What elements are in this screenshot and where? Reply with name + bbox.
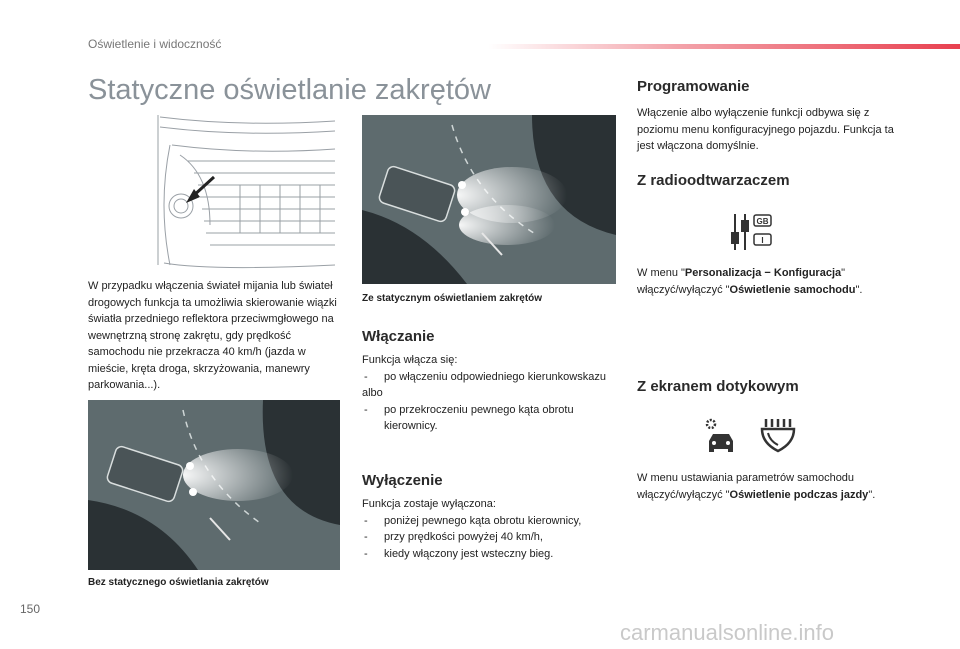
disable-lead: Funkcja zostaje wyłączona: [362, 498, 496, 510]
running-header: Oświetlenie i widoczność [88, 37, 222, 51]
caption-without-cornering: Bez statycznego oświetlania zakrętów [88, 577, 269, 588]
programming-heading: Programowanie [637, 78, 750, 95]
programming-section [637, 78, 897, 155]
disable-item: - przy prędkości powyżej 40 km/h, [362, 529, 622, 546]
disable-item: - poniżej pewnego kąta obrotu kierownicy, [362, 513, 622, 530]
enable-section [362, 328, 622, 435]
watermark: carmanualsonline.info [620, 620, 835, 645]
radio-heading: Z radioodtwarzaczem [637, 172, 790, 189]
gb-icon-label: GB [756, 217, 769, 226]
fog-lamp-illustration [150, 115, 340, 273]
radio-settings-icon [729, 212, 775, 252]
cornering-light-on-image [362, 115, 616, 284]
radio-instructions: W menu "Personalizacja − Konfiguracja" włączyć/wyłączyć "Oświetlenie samochodu". [637, 267, 863, 296]
disable-heading: Wyłączenie [362, 472, 443, 489]
page-title: Statyczne oświetlanie zakrętów [88, 74, 491, 106]
touchscreen-heading: Z ekranem dotykowym [637, 378, 799, 395]
disable-section [362, 472, 622, 562]
lighting-icon [758, 417, 798, 453]
caption-with-cornering: Ze statycznym oświetlaniem zakrętów [362, 293, 543, 304]
enable-or: albo [362, 387, 383, 399]
header-accent-bar [488, 44, 960, 49]
enable-lead: Funkcja włącza się: [362, 354, 458, 366]
cornering-light-off-image [88, 400, 340, 570]
radio-option-name: Oświetlenie samochodu [729, 283, 856, 296]
i-icon-label: I [761, 236, 764, 245]
intro-text: W przypadku włączenia świateł mijania lub świateł drogowych funkcja ta umożliwia skierowanie wiązki światła przedniego reflektora przeciwmgłowego na wewnętrzną stronę zakrętu, gdy prędkość samochodu nie przekracza 40 km/h (jazda w mieście, kręta droga, skrzyżowania, manewry parkowania...). [88, 280, 337, 391]
touchscreen-instructions: W menu ustawiania parametrów samochodu włączyć/wyłączyć "Oświetlenie podczas jazdy". [637, 472, 876, 501]
disable-item: - kiedy włączony jest wsteczny bieg. [362, 546, 622, 563]
enable-item-indicator: - po włączeniu odpowiedniego kierunkowskazu [362, 369, 622, 386]
enable-heading: Włączanie [362, 328, 435, 345]
programming-text: Włączenie albo wyłączenie funkcji odbywa się z poziomu menu konfiguracyjnego pojazdu. Funkcja ta jest włączona domyślnie. [637, 107, 894, 152]
page-number: 150 [20, 602, 41, 616]
car-settings-icon [703, 417, 737, 453]
radio-menu-name: Personalizacja − Konfiguracja [684, 267, 842, 279]
enable-item-steering: - po przekroczeniu pewnego kąta obrotu kierownicy. [362, 402, 622, 435]
touchscreen-option-name: Oświetlenie podczas jazdy [729, 488, 869, 501]
